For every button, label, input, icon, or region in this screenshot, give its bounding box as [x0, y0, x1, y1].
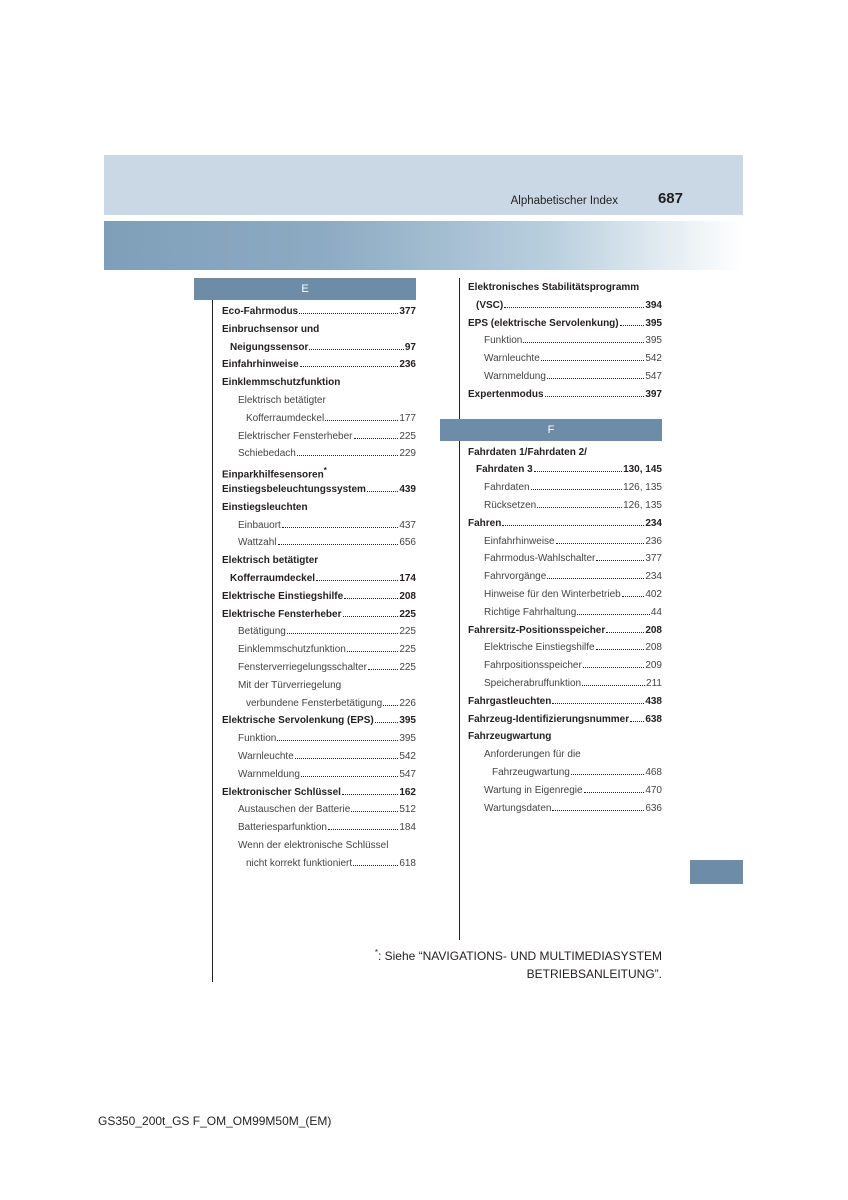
index-entry-label: Expertenmodus — [468, 388, 544, 400]
index-entry-label: Fahrersitz-Positionsspeicher — [468, 624, 606, 636]
index-entry-label: Fahrdaten 1/Fahrdaten 2/ — [468, 446, 587, 458]
index-entry-label: Speicherabruffunktion — [484, 677, 582, 689]
leader-dots — [552, 810, 644, 811]
leader-dots — [502, 525, 644, 526]
index-entry — [222, 377, 416, 395]
index-list-e — [222, 306, 416, 876]
index-entry — [222, 484, 416, 502]
index-entry-label: Warnleuchte — [238, 750, 294, 762]
index-entry — [468, 482, 662, 500]
index-entry-page: 439 — [399, 483, 416, 495]
index-entry-label: Fahrgastleuchten — [468, 695, 552, 707]
leader-dots — [531, 489, 622, 490]
index-entry — [222, 858, 416, 876]
index-entry — [468, 353, 662, 371]
index-entry-label: Elektronischer Schlüssel — [222, 786, 341, 798]
index-entry-page: 395 — [399, 715, 416, 727]
index-entry-label: Mit der Türverriegelung — [238, 679, 342, 691]
index-entry-label: Fahrzeugwartung — [468, 731, 552, 743]
index-entry — [222, 626, 416, 644]
index-entry-page: 636 — [645, 802, 662, 814]
index-entry-page: 542 — [645, 353, 662, 365]
index-entry-page: 402 — [645, 588, 662, 600]
index-entry-label: Fahrdaten 3 — [476, 464, 533, 476]
index-entry-page: 512 — [399, 804, 416, 816]
index-entry — [222, 769, 416, 787]
leader-dots — [552, 703, 644, 704]
index-entry-label: Elektrische Fensterheber — [222, 608, 342, 620]
index-entry — [468, 803, 662, 821]
left-column-rule — [212, 298, 213, 982]
index-entry-label: Elektrische Einstiegshilfe — [484, 642, 595, 654]
index-entry — [222, 715, 416, 733]
index-entry — [468, 553, 662, 571]
index-entry-label: Warnmeldung — [484, 370, 546, 382]
index-entry-label: Wartungsdaten — [484, 802, 552, 814]
leader-dots — [630, 721, 644, 722]
header-gradient-band — [104, 221, 743, 270]
index-column-right — [468, 278, 662, 820]
index-entry — [468, 282, 662, 300]
leader-dots — [523, 342, 644, 343]
leader-dots — [367, 491, 398, 492]
index-entry-label: Einstiegsleuchten — [222, 501, 308, 513]
index-entry-page: 618 — [399, 857, 416, 869]
index-entry-label: Wartung in Eigenregie — [484, 784, 583, 796]
index-entry-label: Einklemmschutzfunktion — [238, 644, 346, 656]
index-entry — [222, 466, 416, 484]
index-list-f — [468, 447, 662, 821]
leader-dots — [596, 649, 645, 650]
footnote-line-2: BETRIEBSANLEITUNG”. — [526, 967, 662, 981]
leader-dots — [606, 632, 644, 633]
index-entry-page: 225 — [399, 661, 416, 673]
section-tab — [690, 860, 743, 884]
index-entry-label: Fahrmodus-Wahlschalter — [484, 553, 596, 565]
leader-dots — [583, 667, 644, 668]
index-entry-page: 225 — [399, 644, 416, 656]
index-entry-label: Elektronisches Stabilitätsprogramm — [468, 282, 640, 293]
leader-dots — [309, 349, 404, 350]
index-entry — [222, 395, 416, 413]
index-entry — [222, 591, 416, 609]
header-title: Alphabetischer Index — [510, 195, 618, 207]
index-entry-label: Wenn der elektronische Schlüssel — [238, 839, 389, 851]
index-entry-page: 547 — [399, 768, 416, 780]
leader-dots — [504, 307, 644, 308]
index-entry-label: Fahrvorgänge — [484, 571, 547, 583]
index-entry — [222, 698, 416, 716]
leader-dots — [278, 544, 399, 545]
index-entry-page: 470 — [645, 784, 662, 796]
index-entry — [468, 300, 662, 318]
section-heading-e: E — [194, 278, 416, 300]
leader-dots — [354, 438, 399, 439]
index-entry — [222, 733, 416, 751]
leader-dots — [297, 455, 398, 456]
footnote-marker: * — [374, 948, 378, 957]
leader-dots — [347, 651, 398, 652]
index-entry-label: Warnleuchte — [484, 353, 540, 365]
index-entry — [468, 678, 662, 696]
leader-dots — [556, 543, 645, 544]
index-entry-page: 542 — [399, 750, 416, 762]
index-entry-page: 234 — [645, 571, 662, 583]
index-entry-label: Kofferraumdeckel — [230, 572, 316, 584]
leader-dots — [534, 471, 622, 472]
index-entry — [222, 359, 416, 377]
index-entry-page: 395 — [645, 317, 662, 329]
index-entry — [468, 371, 662, 389]
index-entry-page: 377 — [399, 306, 416, 317]
index-entry — [222, 431, 416, 449]
leader-dots — [277, 740, 398, 741]
index-entry — [468, 518, 662, 536]
leader-dots — [282, 527, 399, 528]
leader-dots — [351, 811, 398, 812]
index-entry-label: Elektrische Servolenkung (EPS) — [222, 715, 374, 727]
index-entry — [222, 840, 416, 858]
index-entry-page: 225 — [399, 608, 416, 620]
leader-dots — [295, 758, 399, 759]
index-entry — [468, 571, 662, 589]
leader-dots — [368, 669, 398, 670]
leader-dots — [299, 313, 398, 314]
index-entry-label: verbundene Fensterbetätigung — [246, 697, 383, 709]
index-entry-page: 225 — [399, 626, 416, 638]
index-entry-label: Fensterverriegelungsschalter — [238, 661, 367, 673]
index-entry-page: 226 — [399, 697, 416, 709]
index-entry — [222, 787, 416, 805]
index-entry — [222, 324, 416, 342]
index-entry-label: Einbruchsensor und — [222, 323, 320, 335]
index-entry-page: 236 — [645, 535, 662, 547]
index-entry-page: 437 — [399, 519, 416, 531]
index-entry — [468, 785, 662, 803]
index-entry-label: Warnmeldung — [238, 768, 300, 780]
center-column-rule — [459, 278, 460, 940]
index-entry-page: 438 — [645, 695, 662, 707]
index-entry-page: 394 — [645, 299, 662, 311]
index-entry-label: Elektrische Einstiegshilfe — [222, 590, 344, 602]
index-entry-page: 225 — [399, 430, 416, 442]
page-number: 687 — [657, 190, 683, 207]
index-entry-page: 638 — [645, 713, 662, 725]
index-entry — [222, 342, 416, 360]
index-entry — [468, 714, 662, 732]
index-list-e-continued — [468, 282, 662, 407]
index-entry-page: 395 — [645, 335, 662, 347]
index-entry-label: Rücksetzen — [484, 499, 537, 511]
leader-dots — [375, 722, 399, 723]
index-entry — [222, 306, 416, 324]
leader-dots — [537, 507, 622, 508]
index-entry-label: Fahrzeugwartung — [492, 766, 570, 778]
leader-dots — [547, 378, 644, 379]
leader-dots — [620, 325, 645, 326]
index-entry — [468, 464, 662, 482]
index-entry-label: Elektrisch betätigter — [238, 394, 326, 406]
leader-dots — [571, 774, 644, 775]
leader-dots — [316, 580, 398, 581]
index-entry-label: Funktion — [484, 335, 523, 347]
index-entry-page: 377 — [645, 553, 662, 565]
index-entry-label: Einstiegsbeleuchtungssystem — [222, 483, 366, 495]
index-entry-page: 234 — [645, 517, 662, 529]
index-entry — [222, 573, 416, 591]
index-entry-page: 209 — [645, 660, 662, 672]
index-entry — [222, 822, 416, 840]
leader-dots — [300, 366, 399, 367]
leader-dots — [547, 578, 644, 579]
leader-dots — [343, 616, 399, 617]
document-code: GS350_200t_GS F_OM_OM99M50M_(EM) — [98, 1114, 332, 1128]
index-entry — [468, 500, 662, 518]
index-entry-label: Fahrdaten — [484, 482, 530, 494]
index-entry — [468, 696, 662, 714]
leader-dots — [344, 598, 398, 599]
index-entry-page: 547 — [645, 370, 662, 382]
index-entry-label: Fahren — [468, 517, 502, 529]
index-entry-page: 397 — [645, 388, 662, 400]
index-entry — [468, 749, 662, 767]
index-entry — [468, 642, 662, 660]
index-entry-label: Einfahrhinweise — [222, 359, 299, 371]
index-entry-label: Wattzahl — [238, 537, 277, 549]
index-entry-label: Batteriesparfunktion — [238, 822, 327, 834]
leader-dots — [383, 705, 398, 706]
index-entry — [468, 607, 662, 625]
index-entry — [468, 447, 662, 465]
index-entry-page: 162 — [399, 786, 416, 798]
index-entry-label: Einbauort — [238, 519, 281, 531]
index-entry-page: 468 — [645, 766, 662, 778]
index-entry — [468, 625, 662, 643]
index-entry — [222, 609, 416, 627]
index-entry — [468, 660, 662, 678]
index-entry-label: Betätigung — [238, 626, 286, 638]
index-entry-page: 97 — [404, 341, 416, 353]
index-entry-label: EPS (elektrische Servolenkung) — [468, 317, 619, 329]
index-entry — [468, 335, 662, 353]
index-entry-page: 126, 135 — [623, 499, 662, 511]
leader-dots — [328, 829, 398, 830]
leader-dots — [287, 633, 398, 634]
index-entry — [222, 448, 416, 466]
index-entry-page: 229 — [399, 448, 416, 460]
index-entry — [468, 589, 662, 607]
index-entry — [222, 680, 416, 698]
section-heading-f: F — [440, 419, 662, 441]
leader-dots — [582, 685, 645, 686]
index-entry-page: 174 — [399, 572, 416, 584]
index-entry-label: Kofferraumdeckel — [246, 412, 325, 424]
index-entry-page: 656 — [399, 537, 416, 549]
index-entry-label: Einparkhilfesensoren* — [222, 466, 327, 481]
leader-dots — [622, 596, 645, 597]
index-entry-label: Einfahrhinweise — [484, 535, 555, 547]
index-entry-label: Eco-Fahrmodus — [222, 306, 299, 317]
index-entry — [468, 536, 662, 554]
index-column-left — [222, 278, 416, 876]
index-entry-page: 184 — [399, 822, 416, 834]
index-entry — [222, 502, 416, 520]
index-entry — [222, 413, 416, 431]
index-entry — [468, 389, 662, 407]
index-entry-page: 211 — [646, 677, 662, 689]
index-entry-label: Neigungssensor — [230, 341, 309, 353]
index-entry-label: Schiebedach — [238, 448, 296, 460]
index-entry-page: 208 — [645, 624, 662, 636]
footnote-reference: * — [323, 466, 327, 476]
index-entry-page: 177 — [399, 412, 416, 424]
leader-dots — [301, 776, 398, 777]
index-entry — [222, 520, 416, 538]
index-entry-label: (VSC) — [476, 299, 504, 311]
leader-dots — [342, 794, 398, 795]
index-entry-label: Einklemmschutzfunktion — [222, 377, 341, 389]
index-entry-label: Hinweise für den Winterbetrieb — [484, 588, 621, 600]
index-entry-label: Elektrischer Fensterheber — [238, 430, 353, 442]
leader-dots — [541, 360, 645, 361]
index-entry-label: Elektrisch betätigter — [222, 555, 319, 567]
leader-dots — [353, 865, 398, 866]
index-entry — [222, 751, 416, 769]
index-entry — [222, 555, 416, 573]
index-entry-label: Austauschen der Batterie — [238, 804, 351, 816]
index-entry-page: 130, 145 — [623, 464, 662, 476]
leader-dots — [577, 614, 650, 615]
leader-dots — [545, 396, 645, 397]
index-entry — [222, 662, 416, 680]
index-entry-label: Anforderungen für die — [484, 749, 581, 761]
index-entry-label: Fahrpositionsspeicher — [484, 660, 582, 672]
index-entry-page: 208 — [645, 642, 662, 654]
index-entry — [468, 731, 662, 749]
index-entry-page: 126, 135 — [623, 482, 662, 494]
leader-dots — [584, 792, 645, 793]
leader-dots — [596, 560, 644, 561]
index-entry — [222, 537, 416, 555]
index-entry-page: 44 — [650, 606, 662, 618]
index-entry-label: Richtige Fahrhaltung — [484, 606, 577, 618]
index-entry — [222, 804, 416, 822]
index-entry-label: Funktion — [238, 733, 277, 745]
leader-dots — [325, 420, 398, 421]
index-entry — [222, 644, 416, 662]
index-entry — [468, 767, 662, 785]
index-entry-label: Fahrzeug-Identifizierungsnummer — [468, 713, 630, 725]
index-entry-page: 395 — [399, 733, 416, 745]
index-entry — [468, 318, 662, 336]
index-entry-label: nicht korrekt funktioniert — [246, 857, 353, 869]
footnote-line-1: : Siehe “NAVIGATIONS- UND MULTIMEDIASYSTEM — [377, 949, 662, 963]
footnote — [320, 944, 662, 983]
index-entry-page: 208 — [399, 590, 416, 602]
index-entry-page: 236 — [399, 359, 416, 371]
